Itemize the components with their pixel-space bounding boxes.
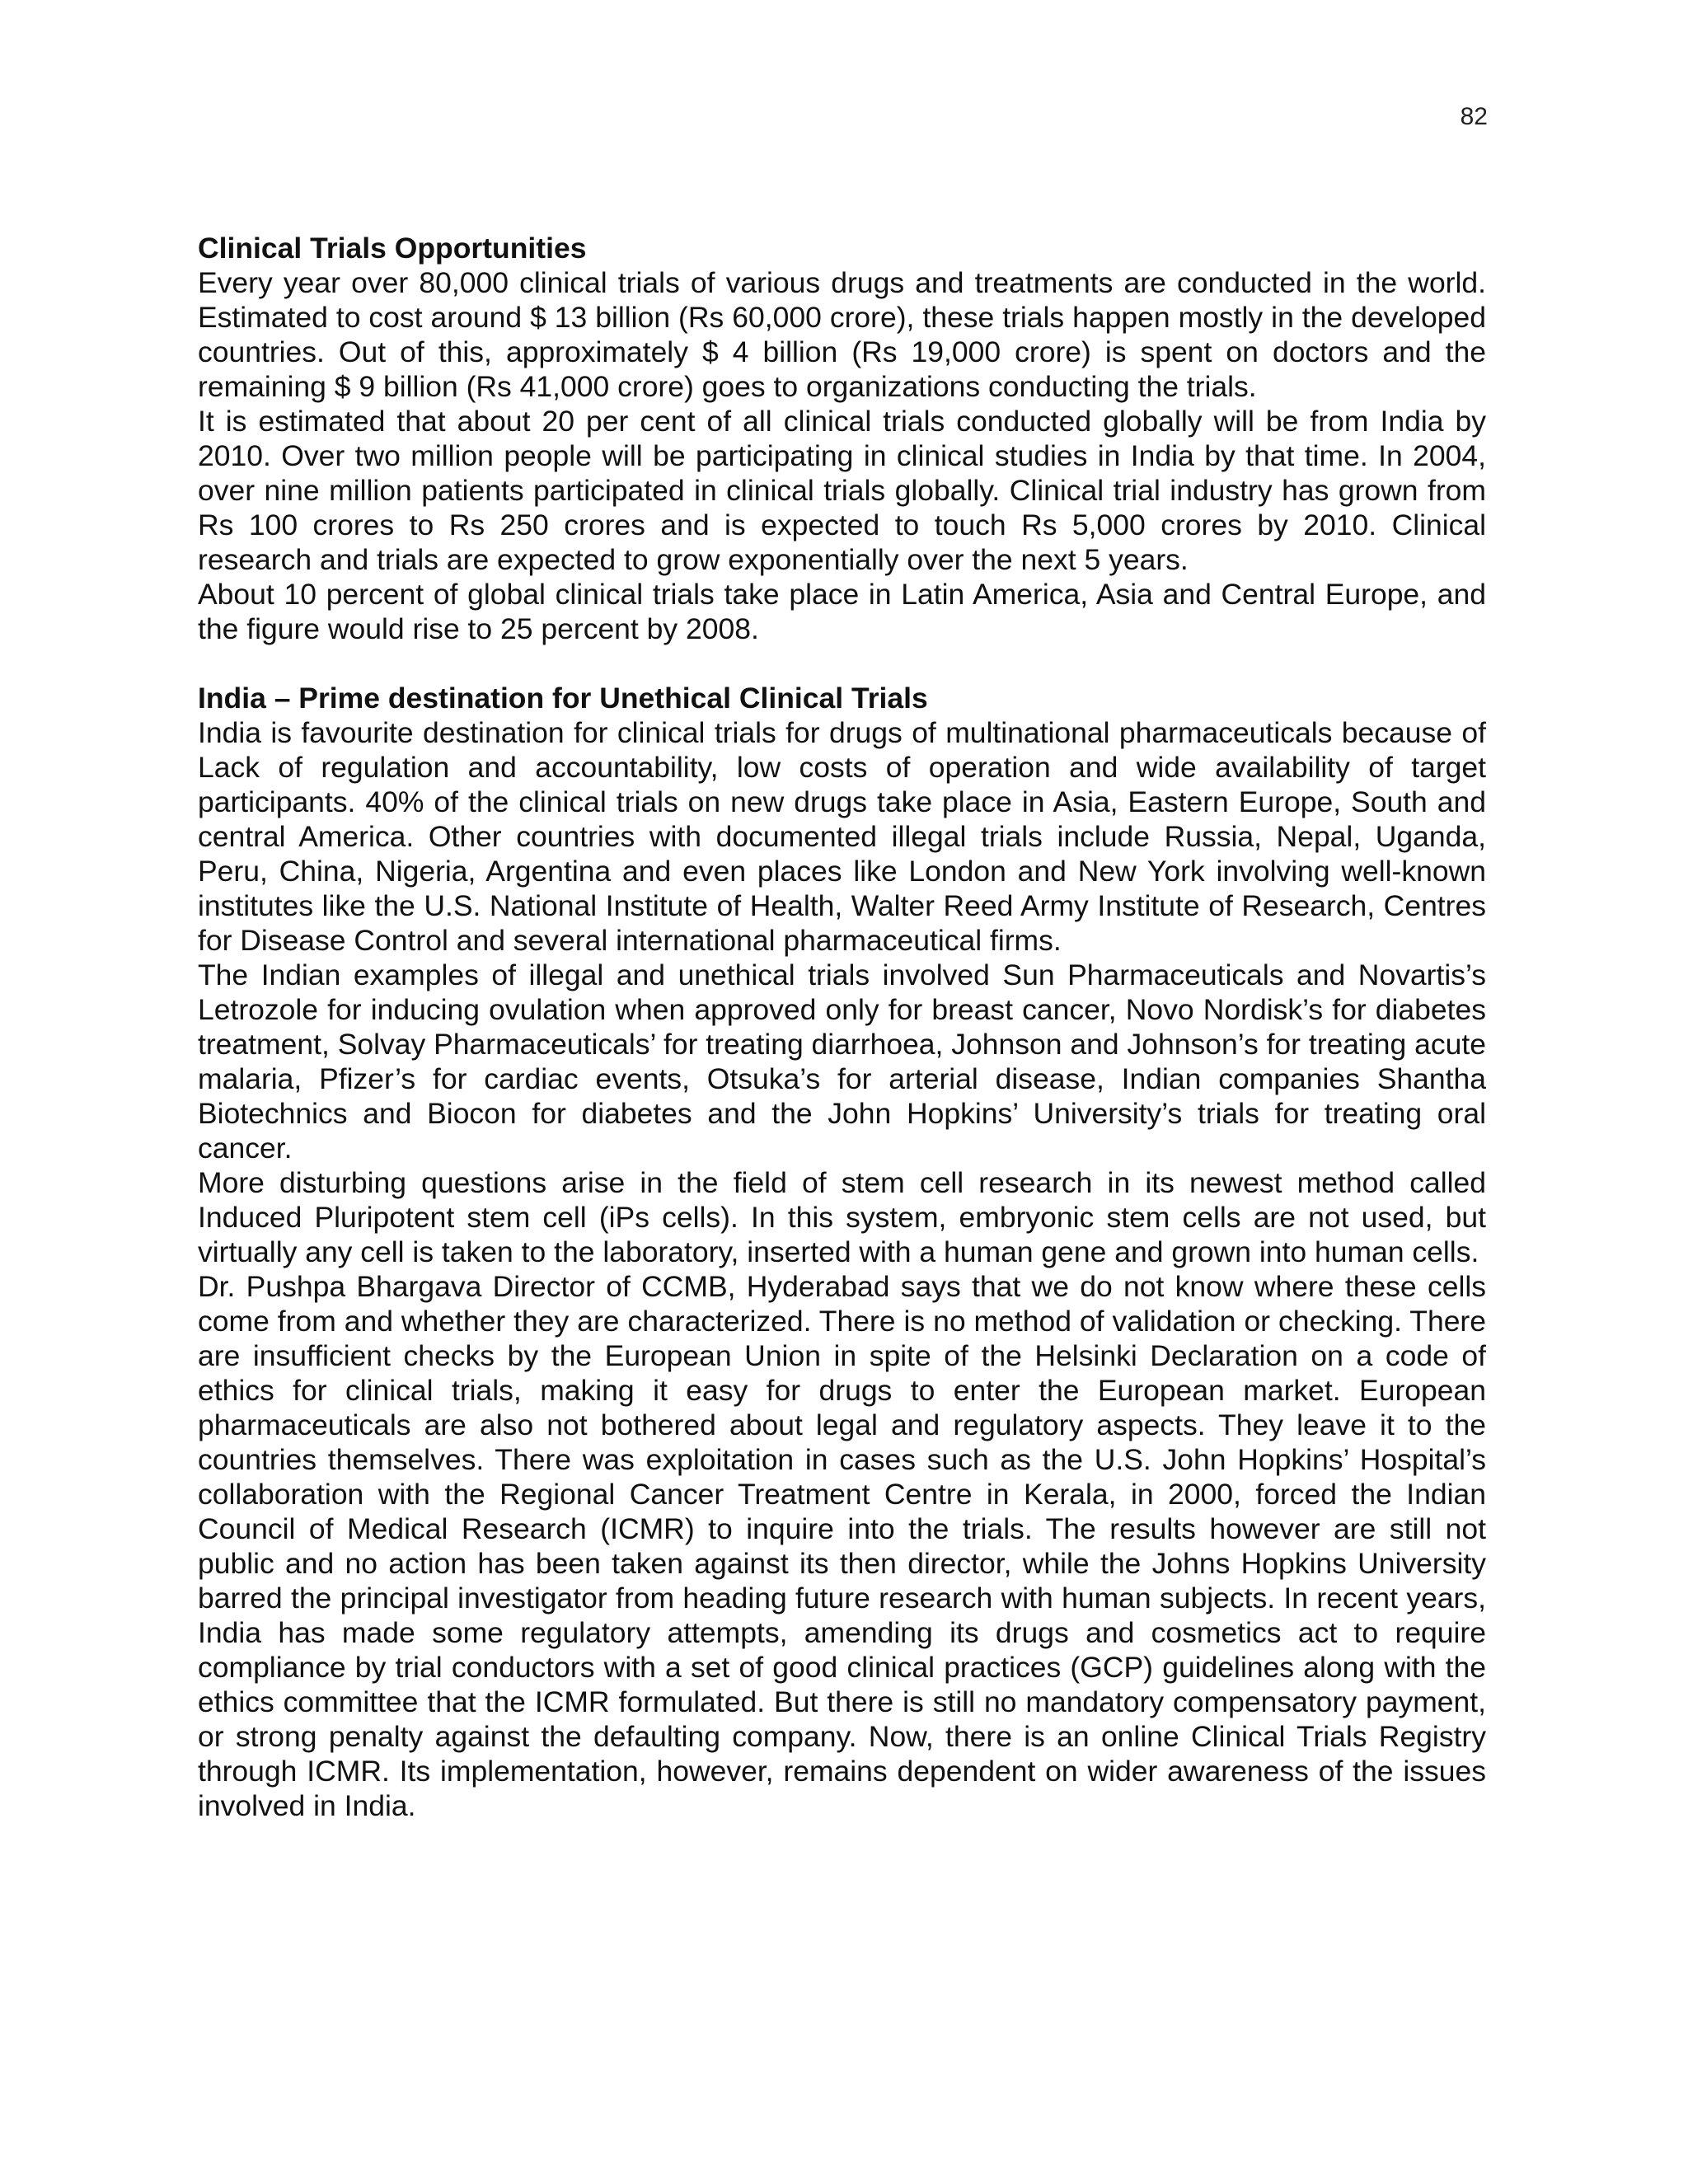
paragraph: India is favourite destination for clinical trials for drugs of multinational pharmaceuticals because of Lack of regulation and accountability, low costs of operation and wide availability of target participants. 40% of the clinical trials on new drugs take place in Asia, Eastern Europe, South and central America. Other countries with documented illegal trials include Russia, Nepal, Uganda, Peru, China, Nigeria, Argentina and even places like London and New York involving well-known institutes like the U.S. National Institute of Health, Walter Reed Army Institute of Research, Centres for Disease Control and several international pharmaceutical firms. bbox=[198, 716, 1486, 957]
paragraph: The Indian examples of illegal and unethical trials involved Sun Pharmaceuticals and Novartis’s Letrozole for inducing ovulation when approved only for breast cancer, Novo Nordisk’s for diabetes treatment, Solvay Pharmaceuticals’ for treating diarrhoea, Johnson and Johnson’s for treating acute malaria, Pfizer’s for cardiac events, Otsuka’s for arterial disease, Indian companies Shantha Biotechnics and Biocon for diabetes and the John Hopkins’ University’s trials for treating oral cancer. bbox=[198, 958, 1486, 1165]
document-body bbox=[198, 231, 1486, 1823]
paragraph: About 10 percent of global clinical trials take place in Latin America, Asia and Central Europe, and the figure would rise to 25 percent by 2008. bbox=[198, 578, 1486, 645]
page-number: 82 bbox=[1460, 103, 1488, 130]
section-heading-india-prime-destination: India – Prime destination for Unethical Clinical Trials bbox=[198, 682, 928, 715]
paragraph: It is estimated that about 20 per cent of all clinical trials conducted globally will be from India by 2010. Over two million people will be participating in clinical studies in India by that time. In 2004, over nine million patients participated in clinical trials globally. Clinical trial industry has grown from Rs 100 crores to Rs 250 crores and is expected to touch Rs 5,000 crores by 2010. Clinical research and trials are expected to grow exponentially over the next 5 years. bbox=[198, 405, 1486, 576]
paragraph: Every year over 80,000 clinical trials of various drugs and treatments are conducted in the world. Estimated to cost around $ 13 billion (Rs 60,000 crore), these trials happen mostly in the developed countries. Out of this, approximately $ 4 billion (Rs 19,000 crore) is spent on doctors and the remaining $ 9 billion (Rs 41,000 crore) goes to organizations conducting the trials. bbox=[198, 266, 1486, 403]
section-heading-clinical-trials-opportunities: Clinical Trials Opportunities bbox=[198, 232, 587, 265]
section-spacer bbox=[198, 646, 1486, 681]
paragraph: More disturbing questions arise in the field of stem cell research in its newest method called Induced Pluripotent stem cell (iPs cells). In this system, embryonic stem cells are not used, but virtually any cell is taken to the laboratory, inserted with a human gene and grown into human cells. bbox=[198, 1166, 1486, 1268]
paragraph: Dr. Pushpa Bhargava Director of CCMB, Hyderabad says that we do not know where these cells come from and whether they are characterized. There is no method of validation or checking. There are insufficient checks by the European Union in spite of the Helsinki Declaration on a code of ethics for clinical trials, making it easy for drugs to enter the European market. European pharmaceuticals are also not bothered about legal and regulatory aspects. They leave it to the countries themselves. There was exploitation in cases such as the U.S. John Hopkins’ Hospital’s collaboration with the Regional Cancer Treatment Centre in Kerala, in 2000, forced the Indian Council of Medical Research (ICMR) to inquire into the trials. The results however are still not public and no action has been taken against its then director, while the Johns Hopkins University barred the principal investigator from heading future research with human subjects. In recent years, India has made some regulatory attempts, amending its drugs and cosmetics act to require compliance by trial conductors with a set of good clinical practices (GCP) guidelines along with the ethics committee that the ICMR formulated. But there is still no mandatory compensatory payment, or strong penalty against the defaulting company. Now, there is an online Clinical Trials Registry through ICMR. Its implementation, however, remains dependent on wider awareness of the issues involved in India. bbox=[198, 1270, 1486, 1822]
